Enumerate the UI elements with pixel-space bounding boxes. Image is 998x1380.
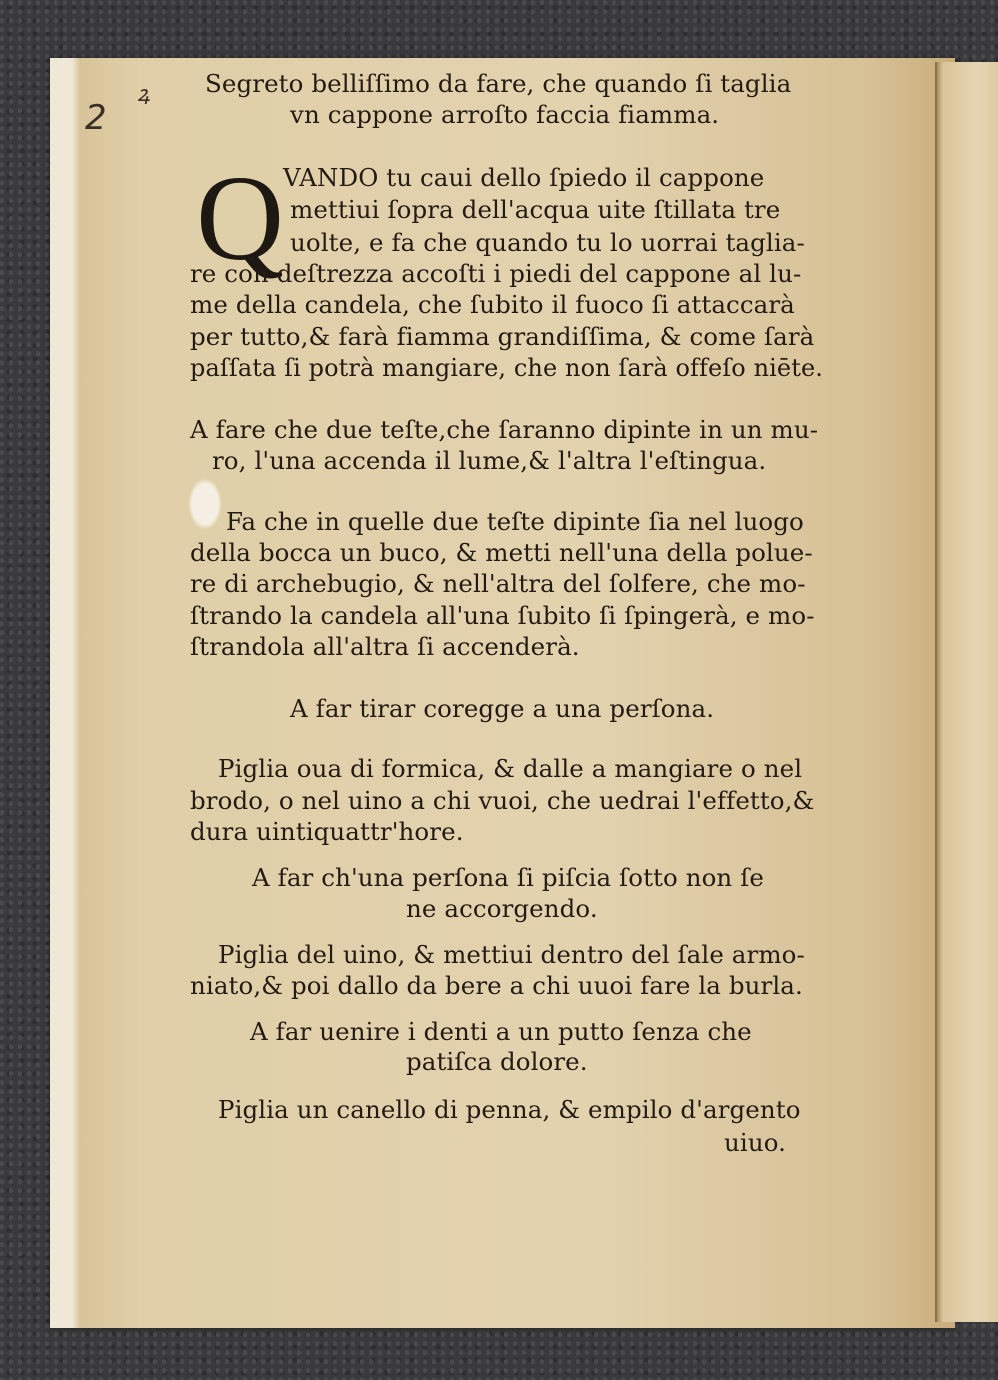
- body-line: brodo, o nel uino a chi vuoi, che uedrai l'effetto,&: [190, 786, 815, 815]
- body-line: niato,& poi dallo da bere a chi uuoi fare la burla.: [190, 971, 803, 1000]
- section-heading: A far ch'una perſona ſi piſcia ſotto non ſe: [252, 863, 764, 892]
- body-line: Fa che in quelle due teſte dipinte ſia nel luogo: [226, 507, 804, 536]
- body-line: ſtrando la candela all'una ſubito ſi ſpingerà, e mo-: [190, 601, 815, 630]
- body-line: della bocca un buco, & metti nell'una della polue-: [190, 538, 813, 567]
- paper-stain: [188, 478, 222, 530]
- drop-capital: Q: [196, 151, 285, 286]
- section-heading: A fare che due teſte,che ſaranno dipinte in un mu-: [190, 415, 819, 444]
- body-line: VANDO tu caui dello ſpiedo il cappone: [283, 163, 765, 192]
- body-line: re di archebugio, & nell'altra del ſolfere, che mo-: [190, 569, 806, 598]
- body-line: mettiui ſopra dell'acqua uite ſtillata tre: [290, 195, 781, 224]
- heading-line: Segreto belliſſimo da fare, che quando ſi taglia: [205, 69, 792, 98]
- margin-mark: 2: [85, 98, 107, 138]
- heading-line: vn cappone arroſto faccia fiamma.: [290, 100, 720, 129]
- body-line: uolte, e fa che quando tu lo uorrai taglia-: [290, 228, 805, 257]
- section-heading: ne accorgendo.: [406, 894, 598, 923]
- body-line: paſſata ſi potrà mangiare, che non ſarà offeſo niēte.: [190, 354, 824, 382]
- body-line: me della candela, che ſubito il fuoco ſi attaccarà: [190, 290, 795, 319]
- section-heading: A far tirar coregge a una perſona.: [290, 694, 715, 723]
- section-heading: patiſca dolore.: [406, 1047, 588, 1076]
- section-heading: ro, l'una accenda il lume,& l'altra l'eſtingua.: [212, 446, 767, 475]
- body-line: ſtrandola all'altra ſi accenderà.: [190, 632, 580, 661]
- body-line: re con deſtrezza accoſti i piedi del cappone al lu-: [190, 259, 802, 288]
- facing-page-edge: [935, 62, 998, 1322]
- margin-mark: ꝝ: [137, 82, 150, 107]
- body-line: dura uintiquattr'hore.: [190, 817, 464, 846]
- body-line: Piglia oua di formica, & dalle a mangiare o nel: [218, 754, 803, 783]
- body-line: Piglia un canello di penna, & empilo d'argento: [218, 1095, 801, 1124]
- handwritten-margin-note: [85, 78, 175, 188]
- section-heading: A far uenire i denti a un putto ſenza che: [250, 1017, 752, 1046]
- body-line: Piglia del uino, & mettiui dentro del ſale armo-: [218, 940, 805, 969]
- catchword: uiuo.: [724, 1128, 787, 1157]
- body-line: per tutto,& farà fiamma grandiſſima, & come ſarà: [190, 322, 815, 351]
